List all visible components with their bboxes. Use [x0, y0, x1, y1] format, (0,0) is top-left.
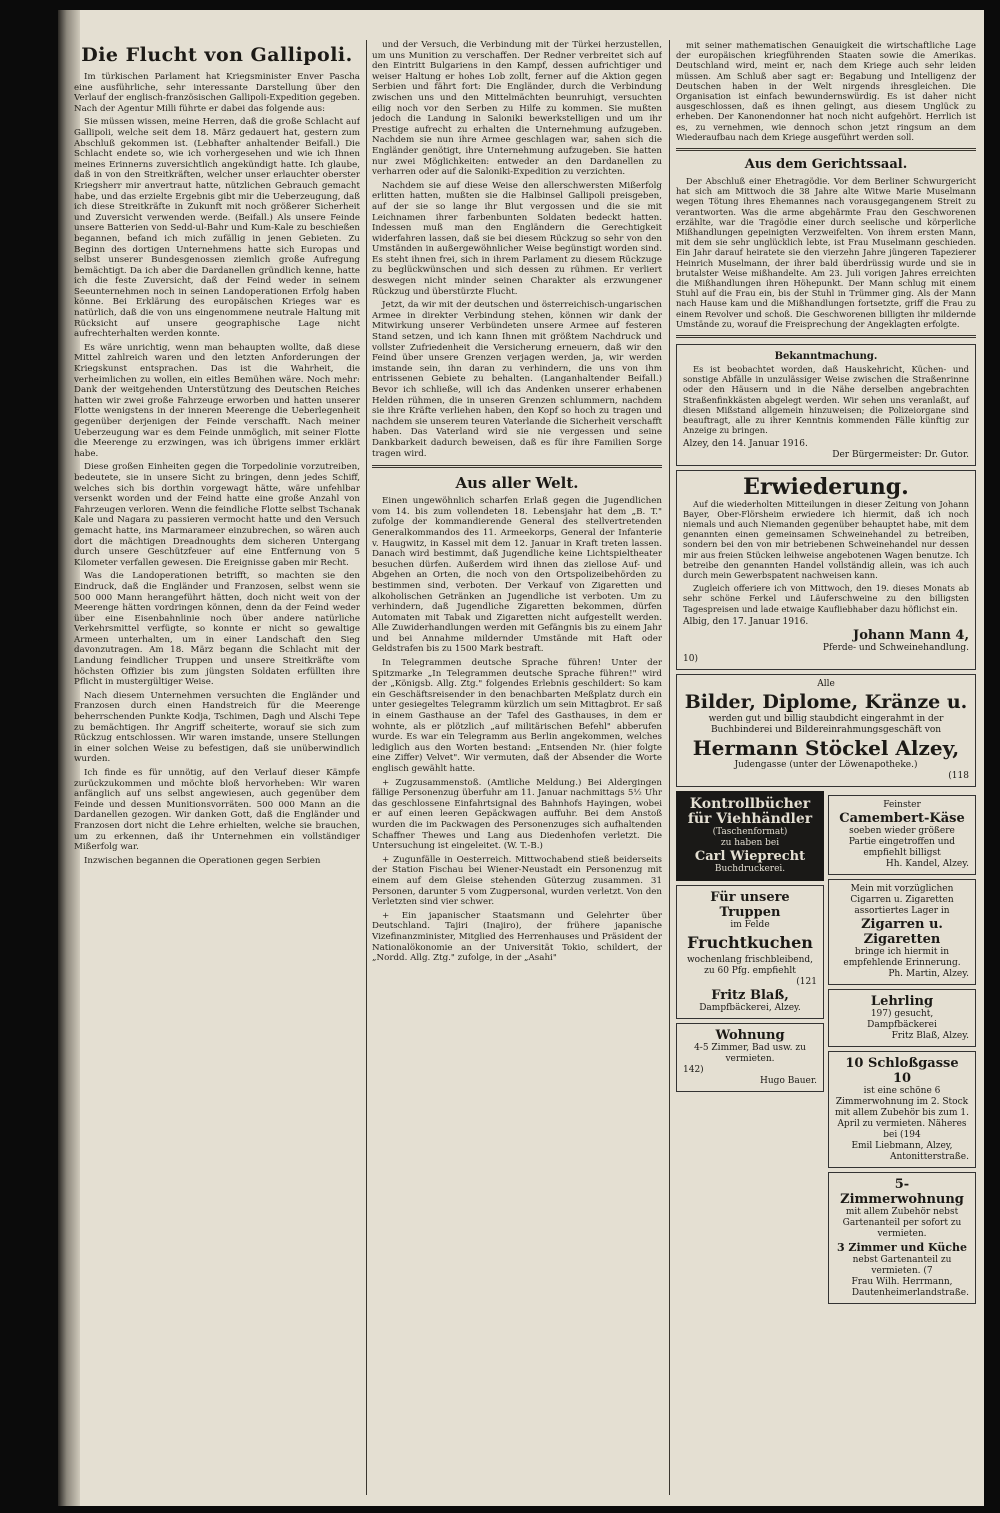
cigars-text: Mein mit vorzüglichen Cigarren u. Zigaretten assortiertes Lager in	[850, 883, 954, 916]
cheese-headline: Camembert-Käse	[839, 810, 965, 826]
troops-seller: Fritz Blaß,	[711, 987, 789, 1003]
books-shop: Buchdruckerei.	[714, 863, 786, 874]
cheese-seller: Hh. Kandel, Alzey.	[885, 858, 969, 869]
section-divider	[676, 335, 976, 338]
apartment-text-2: nebst Gartenanteil zu vermieten. (7	[852, 1254, 952, 1276]
news-item: + Ein japanischer Staatsmann und Gelehrter über Deutschland. Tajiri (Inajiro), der frühere japanische Vizefinanzminister, Mitglied des Herrenhauses und Präsident der Nationalökonomie an der Universität Tokio, schildert, der „Nordd. Allg. Ztg." zufolge, in der „Asahi"	[372, 910, 662, 964]
article-paragraph: Was die Landoperationen betrifft, so machten sie den Eindruck, daß die Engländer und Franzosen, selbst wenn sie 500 000 Mann herangeführt hätten, doch nicht weit von der Meerenge hätten vordringen können, denn da der Feind weder über eine Eisenbahnlinie noch über andere natürliche Verkehrsmittel verfügte, so konnte er nicht so gewaltige Armeen unterhalten, um in einer Landschaft den Sieg davonzutragen. Am 18. März begann die Schlacht mit der Landung feindlicher Truppen und unsere Streitkräfte vom höchsten Offizier bis zum jüngsten Soldaten erfüllten ihre Pflicht in mustergültiger Weise.	[74, 571, 360, 688]
reply-date: Albig, den 17. Januar 1916.	[683, 616, 809, 627]
section-title-gerichtssaal: Aus dem Gerichtssaal.	[744, 157, 908, 173]
notice-text: Es ist beobachtet worden, daß Hauskehricht, Küchen- und sonstige Abfälle in unzulässiger Weise zwischen die Straßenrinne oder den Häusern und in die Nähe derselben angebrachten Straßenfinkkästen abgelegt werden. Wir sehen uns veranlaßt, auf diesen Mißstand allgemein hinzuweisen; die Polizeiorgane sind beauftragt, alle zu ihrer Kenntnis kommenden Fälle künftig zur Anzeige zu bringen.	[683, 364, 969, 436]
troops-sub: im Felde	[730, 919, 770, 930]
ad-number: (118	[948, 770, 969, 781]
ad-number: 142)	[683, 1064, 704, 1075]
apartment-address: Dautenheimerlandstraße.	[851, 1287, 969, 1298]
books-headline: Kontrollbücher für Viehhändler	[687, 795, 813, 827]
article-paragraph: Nach diesem Unternehmen versuchten die Engländer und Franzosen durch einen Handstreich für die Meerenge beherrschenden Punkte Kodja, Tschimen, Dagh und Alschi Tepe zu bemächtigen. Ihr Angriff scheiterte, worauf sie sich zum Rückzug entschlossen. Wir waren imstande, unsere Stellungen in einer solchen Weise zu befestigen, daß sie unüberwindlich wurden.	[74, 690, 360, 765]
notice-title: Bekanntmachung.	[774, 351, 878, 363]
column-divider-2	[669, 40, 670, 1495]
cheese-pre: Feinster	[883, 799, 921, 810]
column-3	[676, 40, 976, 1500]
article-paragraph: Es wäre unrichtig, wenn man behaupten wollte, daß diese Mittel zahlreich waren und den letzten Anforderungen der Kriegskunst entsprachen. Das ist die Wahrheit, die verheimlichen zu wollen, ein eitles Bemühen wäre. Noch mehr: Dank der weitgehenden Unterstützung des Deutschen Reiches hatten wir zwei große Fahrzeuge erworben und hatten unserer Flotte wenigstens in der inneren Meerenge die Ueberlegenheit gegenüber derjenigen der Feinde verschafft. Nach meiner Ueberzeugung war es dem Feinde unmöglich, mit seiner Flotte die Meerenge zu erzwingen, was ich übrigens immer erklärt habe.	[74, 342, 360, 459]
cigars-seller: Ph. Martin, Alzey.	[888, 968, 969, 979]
apartment-contact: Emil Liebmann, Alzey,	[851, 1140, 953, 1151]
apartment-ad-2	[828, 1172, 976, 1304]
books-seller: Carl Wieprecht	[694, 848, 806, 864]
books-text: zu haben bei	[720, 837, 780, 848]
framing-pre: Alle	[817, 678, 835, 689]
apprentice-headline: Lehrling	[870, 993, 934, 1009]
news-item: In Telegrammen deutsche Sprache führen! Unter der Spitzmarke „In Telegrammen deutsche Sprache führen!" wird der „Königsb. Allg. Ztg." folgendes Erlebnis geschildert: So kam ein Geschäftsreisender in den benachbarten Meßplatz durch ein unter gesiegeltes Telegramm kürzlich um sein Mittagbrot. Er saß in einem Gasthause an der Tafel des Gasthauses, in dem er wohnte, als er plötzlich „auf militärischen Befehl" abberufen wurde. Es war ein Telegramm aus Berlin angekommen, welches lediglich aus den Worten bestand: „Entsenden Nr. (hier folgte eine Ziffer) Velvet". Wir vermuten, daß der Absender die Worte englisch gewählt hatte.	[372, 658, 662, 774]
troops-shop: Dampfbäckerei, Alzey.	[699, 1002, 801, 1013]
article-paragraph: Ich finde es für unnötig, auf den Verlauf dieser Kämpfe zurückzukommen und möchte bloß hervorheben: Wir waren anfänglich auf uns selbst angewiesen, auch gegenüber dem Feinde und dessen Munitionsvorräten. 500 000 Mann an die Dardanellen gezogen. Wir danken Gott, daß die Engländer und Franzosen dort nicht die Lehre erhielten, welche sie brauchen, um zu erkennen, daß ihr Unternehmen ein vollständiger Mißerfolg war.	[74, 768, 360, 853]
news-item: Einen ungewöhnlich scharfen Erlaß gegen die Jugendlichen vom 14. bis zum vollendeten 18. Lebensjahr hat dem „B. T." zufolge der kommandierende General des stellvertretenden Generalkommandos des 11. Armeekorps, General der Infanterie v. Haugwitz, in Kassel mit dem 12. Januar in Kraft treten lassen. Danach wird bestimmt, daß Jugendliche keine Lichtspieltheater besuchen dürfen. Außerdem wird ihnen das ziellose Auf- und Abgehen an Orten, die noch von den Ortspolizeibehörden zu bestimmen sind, verboten. Der Verkauf von Zigaretten und alkoholischen Getränken an Jugendliche ist verboten. Um zu verhindern, daß Jugendliche Zigaretten bekommen, dürfen Automaten mit Tabak und Zigaretten nicht aufgestellt werden. Alle Zuwiderhandlungen werden mit Gefängnis bis zu einem Jahr und bei Annahme mildernder Umstände mit Haft oder Geldstrafen bis zu 1500 Mark bestraft.	[372, 496, 662, 655]
article-paragraph: Jetzt, da wir mit der deutschen und österreichisch-ungarischen Armee in direkter Verbindung stehen, können wir dank der Mitwirkung unserer Verbündeten unsere Armee auf festeren Stand setzen, und ich kann Ihnen mit größtem Nachdruck und vollster Zufriedenheit die Versicherung erneuern, daß wir den Feind über unsere Grenzen verjagen werden, ja, wir werden imstande sein, ihn daran zu verhindern, die uns von ihm entrissenen Gebiete zu behalten. (Langanhaltender Beifall.) Bevor ich schließe, will ich das Andenken unserer erhabenen Helden rühmen, die in unseren Grenzen schlummern, nachdem sie ihre Kräfte verliehen haben, den Kopf so hoch zu tragen und nachdem sie unserem teuren Vaterlande die Sicherheit verschafft haben. Das Vaterland wird sie nie vergessen und seine Dankbarkeit dadurch beweisen, daß es für ihre Familien Sorge tragen wird.	[372, 300, 662, 459]
cigars-ad	[828, 879, 976, 985]
reply-text-offer: Zugleich offeriere ich von Mittwoch, den 19. dieses Monats ab sehr schöne Ferkel und Läuferschweine zu den billigsten Tagespreisen und lade etwaige Kaufliebhaber dazu höflichst ein.	[683, 583, 969, 614]
court-report: Der Abschluß einer Ehetragödie. Vor dem Berliner Schwurgericht hat sich am Mittwoch die 38 Jahre alte Witwe Marie Muselmann wegen Tötung ihres Ehemannes nach vorausgegangenem Streit zu verantworten. Was die arme abgehärmte Frau den Geschworenen erzählte, war die Tragödie einer durch seelische und körperliche Mißhandlungen gepeinigten Verzweifelten. Von ihrem ersten Mann, mit dem sie sehr unglücklich lebte, ist Frau Muselmann geschieden. Ein Jahr darauf heiratete sie den vierzehn Jahre jüngeren Tapezierer Heinrich Muselmann, der ihrer bald überdrüssig wurde und sie in brutalster Weise mißhandelte. Am 23. Juli vorigen Jahres erreichten die Mißhandlungen ihren Höhepunkt. Der Mann schlug mit einem Stuhl auf die Frau ein, bis der Stuhl in Trümmer ging. Als der Mann nach Hause kam und die Mißhandlungen fortsetzte, griff die Frau zu einem Revolver und schoß. Die Geschworenen billigten ihr mildernde Umstände zu, worauf die Freisprechung der Angeklagten erfolgte.	[676, 176, 976, 329]
article-paragraph: Im türkischen Parlament hat Kriegsminister Enver Pascha eine ausführliche, sehr interessante Darstellung über den Verlauf der englisch-französischen Gallipoli-Expedition gegeben. Nach der Agentur Milli führte er dabei das folgende aus:	[74, 72, 360, 114]
notice-signature: Der Bürgermeister: Dr. Gutor.	[832, 449, 969, 460]
troops-text: wochenlang frischbleibend, zu 60 Pfg. empfiehlt	[686, 954, 814, 976]
ad-grid-right	[828, 791, 976, 1308]
reply-ad	[676, 470, 976, 670]
ad-grid-left	[676, 791, 824, 1308]
framing-shop-name: Hermann Stöckel Alzey,	[692, 735, 960, 760]
troops-product: Fruchtkuchen	[687, 932, 813, 952]
headline-gallipoli: Die Flucht von Gallipoli.	[81, 44, 353, 66]
reply-business: Pferde- und Schweinehandlung.	[822, 642, 969, 653]
apartment-headline: Wohnung	[715, 1027, 785, 1043]
troops-ad	[676, 885, 824, 1019]
apartment-headline: 5-Zimmerwohnung	[840, 1176, 964, 1207]
apartment-text: mit allem Zubehör nebst Gartenanteil per sofort zu vermieten.	[842, 1206, 962, 1239]
apartment-contact: Frau Wilh. Herrmann,	[851, 1276, 953, 1287]
apartment-text: ist eine schöne 6 Zimmerwohnung im 2. Stock mit allem Zubehör bis zum 1. April zu vermieten. Näheres bei (194	[835, 1085, 969, 1140]
article-paragraph: Sie müssen wissen, meine Herren, daß die große Schlacht auf Gallipoli, welche seit dem 18. März gedauert hat, gestern zum Abschluß gekommen ist. (Lebhafter anhaltender Beifall.) Die Schlacht endete so, wie ich vorhergesehen und wie ich Ihnen meines Erinnerns zuversichtlich angekündigt hatte. Ich glaube, daß in von den Streitkräften, welcher unser erlauchter oberster Kriegsherr mir anvertraut hatte, nützlichen Gebrauch gemacht habe, und das erzielte Ergebnis gibt mir die Ueberzeugung, daß ich diese Streitkräfte in Zukunft mit noch größerer Sicherheit und Zuversicht verwenden werde. (Beifall.) Als unsere Feinde unsere Batterien von Sedd-ul-Bahr und Kum-Kale zu beschießen begannen, befand ich mich zufällig in jenen Gebieten. Zu Beginn des dortigen Unternehmens hatte sich Europas und selbst unserer Bundesgenossen ziemlich große Aufregung bemächtigt. Da ich aber die Dardanellen gründlich kenne, hatte ich die feste Zuversicht, daß der Feind weder in seinem Seeunternehmen noch in seinen Landoperationen Erfolg haben könne. Bei Erklärung des europäischen Krieges war es natürlich, daß die von uns eingenommene neutrale Haltung mit Rücksicht auf unsere geographische Lage nicht aufrechterhalten werden konnte.	[74, 117, 360, 340]
apartment-subheadline: 3 Zimmer und Küche	[836, 1240, 968, 1254]
apprentice-contact: Fritz Blaß, Alzey.	[891, 1030, 969, 1041]
reply-signature: Johann Mann 4,	[853, 627, 969, 643]
ad-grid	[676, 791, 976, 1308]
apartment-contact: Hugo Bauer.	[760, 1075, 817, 1086]
apartment-address: Antonitterstraße.	[890, 1151, 969, 1162]
section-title-aus-aller-welt: Aus aller Welt.	[455, 474, 579, 493]
troops-headline: Für unsere Truppen	[710, 889, 790, 920]
article-paragraph: und der Versuch, die Verbindung mit der Türkei herzustellen, um uns Munition zu verschaffen. Der Redner verbreitet sich auf den Eintritt Bulgariens in den Kampf, dessen aufrichtiger und weiser Haltung er hohes Lob zollt, ferner auf die Aktion gegen Serbien und fährt fort: Die Engländer, durch die Verbindung zwischen uns und den Mittelmächten beunruhigt, versuchten eilig noch vor den Serben zu Hilfe zu kommen. Sie mußten jedoch die Landung in Saloniki bewerkstelligen und um ihr Prestige aufrecht zu erhalten die Unternehmung aufzugeben. Nachdem sie nun ihre Armee geschlagen war, sahen sich die Engländer genötigt, ihre Unternehmung aufzugeben. Sie hatten nur zwei Möglichkeiten: entweder an den Dardanellen zu verharren oder auf die Saloniki-Expedition zu verzichten.	[372, 40, 662, 178]
cheese-text: soeben wieder größere Partie eingetroffen und empfiehlt billigst	[848, 825, 956, 858]
notice-ad	[676, 344, 976, 465]
article-paragraph: Diese großen Einheiten gegen die Torpedolinie vorzutreiben, bedeutete, sie in unsere Sicht zu bringen, denn jedes Schiff, welches sich bis dorthin vorgewagt hätte, wäre unfehlbar versenkt worden und der Feind hatte eine große Anzahl von Fahrzeugen verloren. Wenn die feindliche Flotte selbst Tschanak Kale und Nagara zu passieren vermocht hatte und den Versuch gemacht hatte, ins Marmarameer einzubrechen, so wären auch dort die mächtigen Dreadnoughts dem sicheren Untergang durch unsere Geschützfeuer auf eine Entfernung von 5 Kilometer verfallen gewesen. Die Ereignisse gaben mir Recht.	[74, 462, 360, 568]
column-2	[372, 40, 662, 1500]
framing-text: werden gut und billig staubdicht eingerahmt in der Buchbinderei und Bildereinrahmungsgeschäft von	[708, 713, 944, 735]
column-1	[74, 40, 360, 1500]
ad-number: 10)	[683, 653, 698, 664]
news-item: + Zugzusammenstoß. (Amtliche Meldung.) Bei Aldergingen fällige Personenzug überfuhr am 11. Januar nachmittags 5½ Uhr das geschlossene Einfahrtsignal des Bahnhofs Hayingen, wobei er auf einen leeren Gepäckwagen auffuhr. Bei dem Anstoß wurden die im Packwagen des Personenzuges sich aufhaltenden Schaffner Thewes und Lang aus Diedenhofen verletzt. Die Untersuchung ist eingeleitet. (W. T.-B.)	[372, 777, 662, 852]
section-divider	[372, 465, 662, 468]
column-divider-1	[366, 40, 367, 1495]
framing-headline: Bilder, Diplome, Kränze u.	[684, 690, 968, 713]
notice-date: Alzey, den 14. Januar 1916.	[683, 438, 808, 449]
cigars-headline: Zigarren u. Zigaretten	[861, 916, 943, 947]
ad-number: (121	[796, 976, 817, 987]
article-paragraph: Nachdem sie auf diese Weise den allerschwersten Mißerfolg erlitten hatten, mußten sie die Halbinsel Gallipoli preisgeben, auf der sie so lange ihr Blut vergossen und die sie mit Leichnamen ihrer farbenbunten Soldaten bedeckt hatten. Indessen muß man den Engländern die Gerechtigkeit widerfahren lassen, daß sie bei diesem Rückzug so sehr von den Umständen in außergewöhnlicher Weise begünstigt worden sind. Es steht ihnen frei, sich in ihrem Parlament zu diesem Rückzuge zu beglückwünschen und sich dessen zu rühmen. Er verliert deswegen nicht minder seinen Charakter als erzwungener Rückzug und überstürzte Flucht.	[372, 180, 662, 297]
apartment-ad-3	[676, 1023, 824, 1092]
article-paragraph: Inzwischen begannen die Operationen gegen Serbien	[84, 855, 321, 866]
apartment-ad-1	[828, 1051, 976, 1168]
framing-address: Judengasse (unter der Löwenapotheke.)	[734, 759, 918, 770]
cigars-text-2: bringe ich hiermit in empfehlende Erinnerung.	[843, 946, 961, 968]
section-divider	[676, 148, 976, 151]
reply-title: Erwiederung.	[743, 473, 909, 500]
books-subtitle: (Taschenformat)	[712, 826, 788, 837]
apartment-headline: 10 Schloßgasse 10	[845, 1055, 959, 1086]
apprentice-ad	[828, 989, 976, 1047]
cheese-ad	[828, 795, 976, 875]
news-item: + Zugunfälle in Oesterreich. Mittwochabend stieß beiderseits der Station Fischau bei Wiener-Neustadt ein Personenzug mit einem auf dem Gleise stehenden Güterzug zusammen. 31 Personen, darunter 5 vom Zugpersonal, wurden verletzt. Von den Verletzten sind vier schwer.	[372, 854, 662, 908]
apartment-text: 4-5 Zimmer, Bad usw. zu vermieten.	[694, 1042, 806, 1064]
apprentice-text: 197) gesucht, Dampfbäckerei	[867, 1008, 937, 1030]
books-ad	[676, 791, 824, 881]
framing-ad	[676, 674, 976, 787]
article-continuation: mit seiner mathematischen Genauigkeit die wirtschaftliche Lage der europäischen kriegführenden Staaten sowie die Amerikas. Deutschland wird, meint er, nach dem Kriege auch sehr leiden müssen. Am Schluß aber sagt er: Begabung und Intelligenz der Deutschen haben in der Welt nirgends ihresgleichen. Die Organisation ist einfach bewundernswürdig. Es ist daher nicht ausgeschlossen, daß es ihnen gelingt, aus diesem Unglück zu erheben. Der Kanonendonner hat noch nicht aufgehört. Herrlich ist es, zu vernehmen, wie dennoch schon jetzt ringsum an dem Wiederaufbau nach dem Kriege ausgeführt werden soll.	[676, 40, 976, 142]
reply-text: Auf die wiederholten Mitteilungen in dieser Zeitung von Johann Bayer, Ober-Flörsheim erwiedere ich hiermit, daß ich noch niemals und auch Niemanden gegenüber behauptet habe, mit dem genannten einen gemeinsamen Schweinehandel zu betreiben, sondern bei den von mir betriebenen Schweinehandel nur dessen mir aus freien Stücken leihweise angebotenen Wagen benutze. Ich betreibe den genannten Handel vollständig allein, was ich auch durch mein Gewerbspatent nachweisen kann.	[683, 498, 969, 580]
